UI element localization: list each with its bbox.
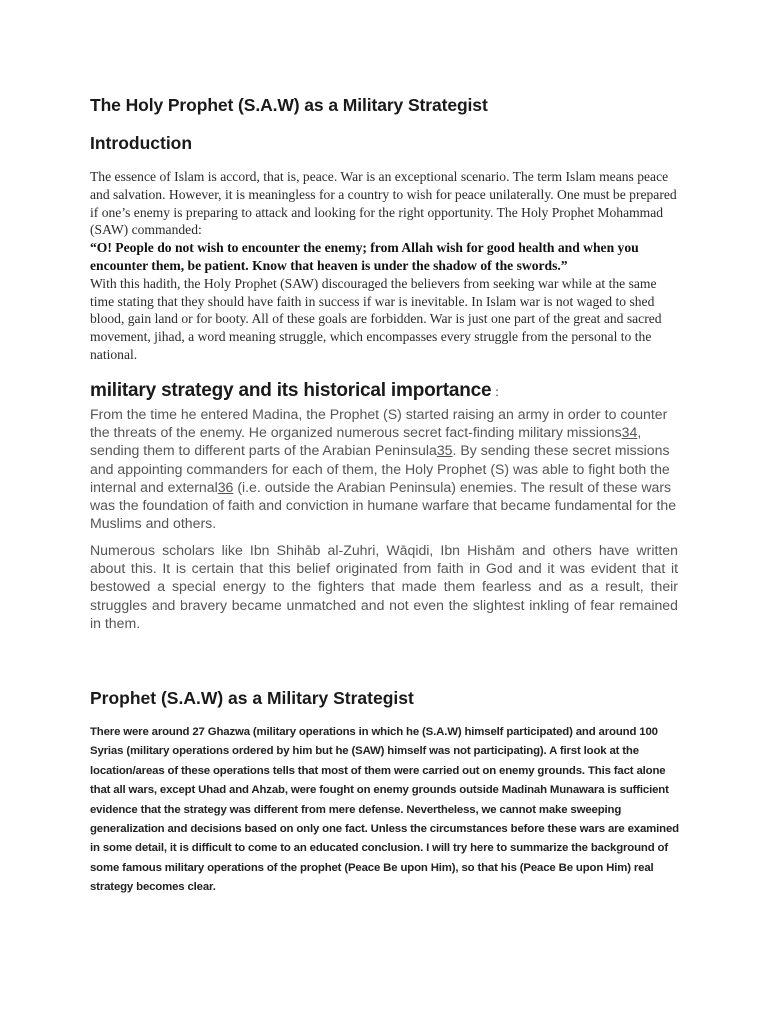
footnote-ref-36[interactable]: 36 bbox=[217, 478, 234, 495]
strategy-heading-text: military strategy and its historical importance bbox=[90, 380, 492, 401]
strategy-text-b: , sending them to different parts of the Arabian Peninsula bbox=[90, 424, 642, 459]
introduction-paragraph: The essence of Islam is accord, that is, peace. War is an exceptional scenario. The term Islam means peace and salvation. However, it is meaningless for a country to wish for peace unilaterally. One must be prepared if one’s enemy is preparing to attack and looking for the right opportunity. The Holy Prophet Mohammad (SAW) commanded: bbox=[90, 169, 677, 238]
document-title: The Holy Prophet (S.A.W) as a Military Strategist bbox=[90, 95, 488, 115]
strategy-heading bbox=[90, 380, 498, 402]
footnote-ref-34[interactable]: 34 bbox=[621, 424, 638, 441]
introduction-heading: Introduction bbox=[90, 133, 193, 153]
strategy-paragraph-1 bbox=[90, 405, 678, 532]
introduction-paragraph-2: With this hadith, the Holy Prophet (SAW) discouraged the believers from seeking war while at the same time stating that they should have faith in success if war is inevitable. In Islam war is not waged to shed blood, gain land or for booty. All of these goals are forbidden. War is just one part of the great and sacred movement, jihad, a word meaning struggle, which encompasses every struggle from the personal to the national. bbox=[90, 275, 662, 362]
prophet-strategist-paragraph: There were around 27 Ghazwa (military operations in which he (S.A.W) himself participated) and around 100 Syrias (military operations ordered by him but he (SAW) himself was not participating). A first look at the location/areas of these operations tells that most of them were carried out on enemy grounds. This fact alone that all wars, except Uhad and Ahzab, were fought on enemy grounds outside Madinah Munawara is sufficient evidence that the strategy was different from mere defense. Nevertheless, we cannot make sweeping generalization and decisions based on only one fact. Unless the circumstances before these wars are examined in some detail, it is difficult to come to an educated conclusion. I will try here to summarize the background of some famous military operations of the prophet (Peace Be upon Him), so that his (Peace Be upon Him) real strategy becomes clear. bbox=[90, 726, 679, 894]
strategy-text-c: . By sending these secret missions and appointing commanders for each of them, the Holy Prophet (S) was able to fight both the internal and external bbox=[90, 442, 670, 495]
prophet-strategist-heading: Prophet (S.A.W) as a Military Strategist bbox=[90, 688, 414, 708]
strategy-heading-colon: : bbox=[495, 385, 499, 399]
footnote-ref-35[interactable]: 35 bbox=[436, 442, 453, 459]
strategy-text-a: From the time he entered Madina, the Prophet (S) started raising an army in order to counter the threats of the enemy. He organized numerous secret fact-finding military missions bbox=[90, 406, 668, 441]
strategy-text-d: (i.e. outside the Arabian Peninsula) enemies. The result of these wars was the foundation of faith and conviction in humane warfare that became fundamental for the Muslims and others. bbox=[90, 478, 677, 532]
introduction-section bbox=[90, 168, 680, 364]
strategy-paragraph-2: Numerous scholars like Ibn Shihāb al-Zuhri, Wāqidi, Ibn Hishām and others have written about this. It is certain that this belief originated from faith in God and it was evident that it bestowed a special energy to the fighters that made them fearless and as a result, their struggles and bravery became unmatched and not even the slightest inkling of fear remained in them. bbox=[90, 542, 678, 631]
hadith-quote: “O! People do not wish to encounter the enemy; from Allah wish for good health and when you encounter them, be patient. Know that heaven is under the shadow of the swords.” bbox=[90, 240, 639, 273]
